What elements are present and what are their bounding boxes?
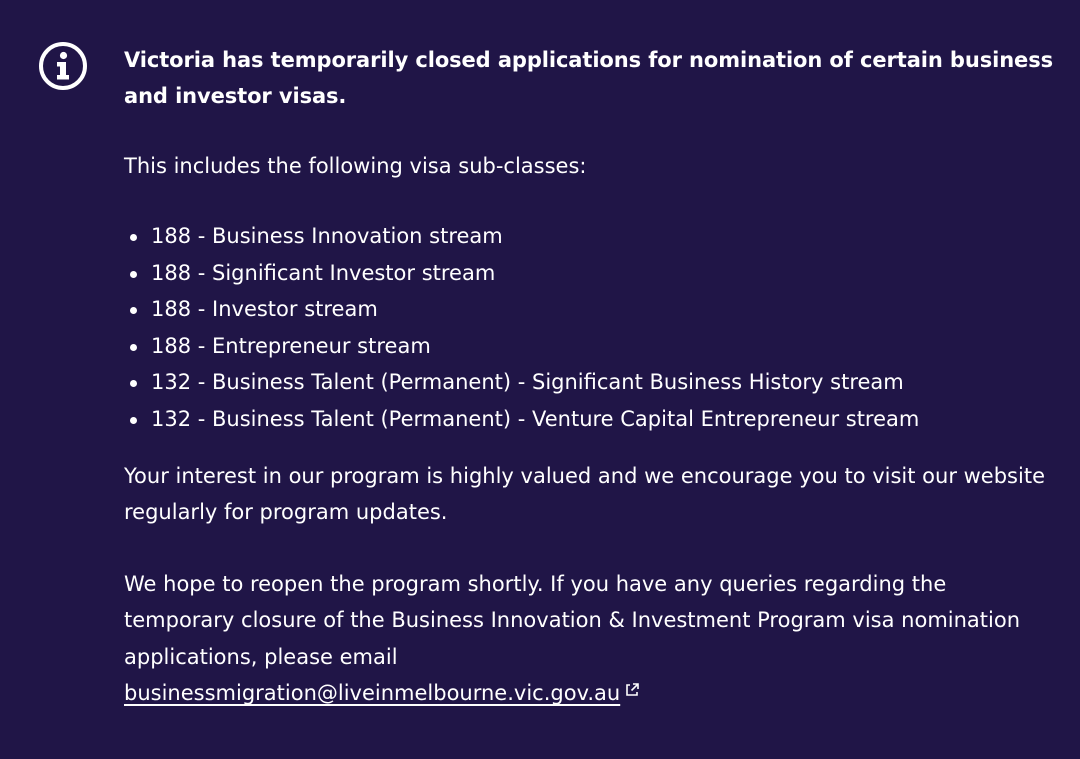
external-link-icon xyxy=(624,682,640,698)
reopen-text: We hope to reopen the program shortly. If you have any queries regarding the temporary closure of the Business Innovation & Investment Program visa nomination applications, please email xyxy=(124,571,1021,669)
visa-intro: This includes the following visa sub-classes: xyxy=(124,154,587,178)
list-item: 188 - Investor stream xyxy=(124,291,1054,328)
email-link-text: businessmigration@liveinmelbourne.vic.gov.au xyxy=(124,681,621,706)
info-circle-icon xyxy=(38,41,88,91)
alert-headline: Victoria has temporarily closed applications for nomination of certain business and investor visas. xyxy=(124,48,1054,108)
alert-content xyxy=(124,42,1054,712)
list-item: 188 - Business Innovation stream xyxy=(124,218,1054,255)
reopen-paragraph xyxy=(124,566,1054,712)
list-item: 188 - Entrepreneur stream xyxy=(124,328,1054,365)
list-item: 132 - Business Talent (Permanent) - Significant Business History stream xyxy=(124,364,1054,401)
visa-subclass-list xyxy=(124,218,1054,438)
email-link[interactable] xyxy=(124,681,640,705)
list-item: 132 - Business Talent (Permanent) - Venture Capital Entrepreneur stream xyxy=(124,401,1054,438)
interest-paragraph: Your interest in our program is highly valued and we encourage you to visit our website regularly for program updates. xyxy=(124,463,1045,525)
list-item: 188 - Significant Investor stream xyxy=(124,255,1054,292)
